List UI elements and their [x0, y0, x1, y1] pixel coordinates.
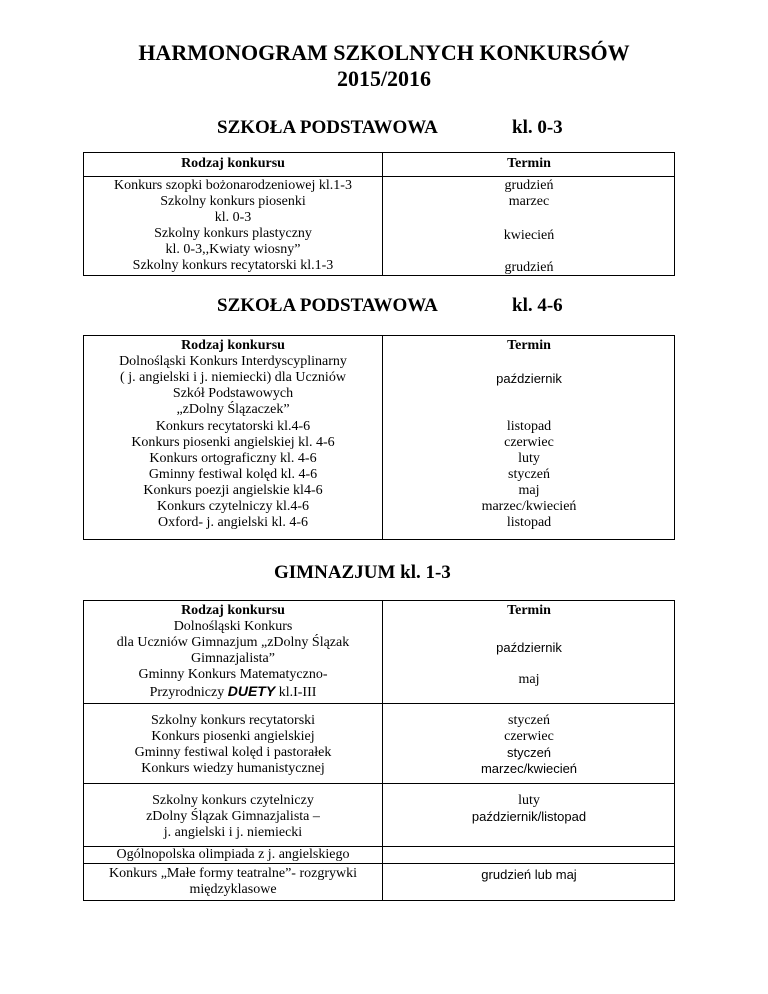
header-competition: Rodzaj konkursu — [181, 338, 285, 353]
competition-name: Szkolny konkurs recytatorski kl.1-3 — [132, 258, 334, 273]
header-date: Termin — [507, 156, 551, 171]
table-header — [84, 153, 674, 177]
competition-name: Konkurs wiedzy humanistycznej — [141, 761, 325, 776]
competition-name: Konkurs szopki bożonarodzeniowej kl.1-3 — [114, 178, 352, 193]
header-date: Termin — [507, 603, 551, 618]
section1-grades: kl. 0-3 — [512, 117, 563, 138]
section2-table — [83, 335, 675, 540]
competition-name: zDolny Ślązak Gimnazjalista – — [146, 809, 320, 824]
competition-name: ( j. angielski i j. niemiecki) dla Uczniów — [120, 370, 346, 385]
competition-date: kwiecień — [503, 228, 555, 243]
competition-date: listopad — [506, 419, 552, 434]
competition-name: Szkolny konkurs piosenki — [160, 194, 306, 209]
competition-name-prefix: Przyrodniczy — [149, 685, 228, 700]
competition-name: Szkolny konkurs czytelniczy — [152, 793, 314, 808]
competition-name: międzyklasowe — [189, 882, 277, 897]
competition-name: Gminny festiwal kolęd kl. 4-6 — [148, 467, 318, 482]
competition-date: styczeń — [508, 467, 550, 482]
competition-name: kl. 0-3,,Kwiaty wiosny” — [165, 242, 301, 257]
competition-name: dla Uczniów Gimnazjum „zDolny Ślązak — [116, 635, 350, 650]
competition-name: Szkolny konkurs recytatorski — [150, 713, 316, 728]
competition-name: Ogólnopolska olimpiada z j. angielskiego — [116, 847, 350, 862]
competition-date: czerwiec — [504, 729, 554, 744]
competition-date: styczeń — [506, 745, 552, 760]
competition-name: Konkurs „Małe formy teatralne”- rozgrywki — [108, 866, 357, 881]
section2-heading: SZKOŁA PODSTAWOWA — [217, 295, 438, 316]
competition-date: październik/listopad — [471, 809, 587, 824]
table-row — [84, 177, 674, 275]
competition-date: luty — [518, 793, 540, 808]
competition-name: Konkurs piosenki angielskiej — [151, 729, 315, 744]
competition-date: marzec/kwiecień — [480, 761, 578, 776]
section1-heading: SZKOŁA PODSTAWOWA — [217, 117, 438, 138]
competition-name-suffix: kl.I-III — [275, 685, 317, 700]
competition-date: maj — [518, 672, 540, 687]
competition-name: Dolnośląski Konkurs Interdyscyplinarny — [119, 354, 347, 369]
competition-name: Konkurs ortograficzny kl. 4-6 — [149, 451, 317, 466]
competition-date: październik — [496, 640, 562, 655]
competition-name: j. angielski i j. niemiecki — [163, 825, 303, 840]
header-date: Termin — [507, 338, 551, 353]
competition-name: Konkurs piosenki angielskiej kl. 4-6 — [131, 435, 335, 450]
table-row — [84, 601, 674, 704]
competition-name: Konkurs poezji angielskie kl4-6 — [143, 483, 323, 498]
competition-name: Gminny festiwal kolęd i pastorałek — [134, 745, 332, 760]
section3-table — [83, 600, 675, 901]
page-title: HARMONOGRAM SZKOLNYCH KONKURSÓW — [138, 40, 630, 65]
competition-date: styczeń — [508, 713, 550, 728]
duety-emphasis: DUETY — [227, 683, 276, 699]
competition-name: kl. 0-3 — [214, 210, 252, 225]
competition-date: luty — [518, 451, 540, 466]
table-row — [84, 847, 674, 864]
section1-table — [83, 152, 675, 276]
competition-name: Oxford- j. angielski kl. 4-6 — [157, 515, 309, 530]
competition-date: grudzień lub maj — [481, 867, 577, 882]
competition-name: Gminny Konkurs Matematyczno- — [138, 667, 328, 682]
competition-date: grudzień — [504, 260, 554, 275]
header-competition: Rodzaj konkursu — [181, 603, 285, 618]
competition-name: Szkół Podstawowych — [172, 386, 294, 401]
table-row — [84, 784, 674, 847]
competition-name — [84, 684, 382, 701]
table-row — [84, 864, 674, 900]
competition-date: czerwiec — [504, 435, 554, 450]
competition-date: grudzień — [504, 178, 554, 193]
section2-grades: kl. 4-6 — [512, 295, 563, 316]
competition-date: listopad — [506, 515, 552, 530]
competition-name: „zDolny Ślązaczek” — [176, 402, 290, 417]
competition-name: Szkolny konkurs plastyczny — [154, 226, 312, 241]
section3-heading: GIMNAZJUM kl. 1-3 — [274, 562, 451, 583]
header-competition: Rodzaj konkursu — [181, 156, 285, 171]
competition-name: Gimnazjalista” — [191, 651, 275, 666]
school-year: 2015/2016 — [336, 66, 432, 91]
competition-date: marzec — [508, 194, 550, 209]
competition-date: maj — [518, 483, 540, 498]
table-row — [84, 336, 674, 539]
competition-name: Dolnośląski Konkurs — [173, 619, 293, 634]
table-row — [84, 704, 674, 784]
competition-name: Konkurs czytelniczy kl.4-6 — [156, 499, 309, 514]
competition-date: październik — [496, 371, 562, 386]
competition-name: Konkurs recytatorski kl.4-6 — [155, 419, 311, 434]
competition-date: marzec/kwiecień — [481, 499, 577, 514]
